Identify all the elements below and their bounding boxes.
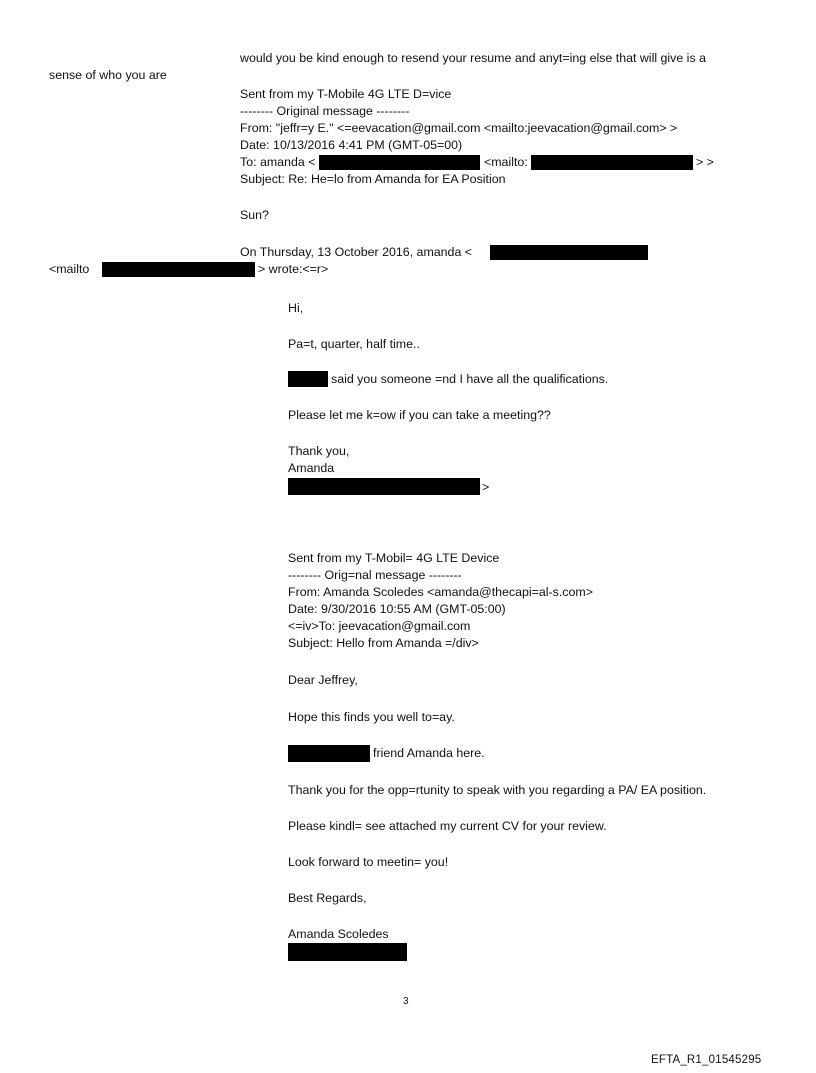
quoted-email-suffix: > — [482, 480, 490, 494]
header-from: From: "jeffr=y E." <=eevacation@gmail.com <mailto:jeevacation@gmail.com> > — [240, 121, 678, 135]
quoted-greeting: Hi, — [288, 301, 304, 315]
original-signature-name: Amanda Scoledes — [288, 927, 389, 941]
original-salutation: Dear Jeffrey, — [288, 673, 358, 687]
redaction-block — [531, 155, 693, 170]
quote-header-mailto: <mailto — [49, 262, 90, 276]
header-from-2: From: Amanda Scoledes <amanda@thecapi=al-s.com> — [288, 585, 593, 599]
header-subject-2: Subject: Hello from Amanda =/div> — [288, 636, 479, 650]
quoted-closing: Thank you, — [288, 444, 350, 458]
quoted-line-2: said you someone =nd I have all the qualifications. — [331, 372, 609, 386]
original-closing: Best Regards, — [288, 891, 367, 905]
original-line-1: Hope this finds you well to=ay. — [288, 710, 455, 724]
redaction-block — [288, 478, 480, 495]
quote-header-wrote: > wrote:<=r> — [258, 262, 329, 276]
redaction-block — [319, 155, 480, 170]
quoted-line-3: Please let me k=ow if you can take a meeting?? — [288, 408, 551, 422]
quoted-name: Amanda — [288, 461, 335, 475]
original-message-separator: -------- Original message -------- — [240, 104, 410, 118]
bates-number: EFTA_R1_01545295 — [651, 1054, 762, 1066]
reply-line-1: would you be kind enough to resend your resume and anyt=ing else that will give is a — [240, 51, 706, 65]
original-line-4: Please kindl= see attached my current CV for your review. — [288, 819, 607, 833]
original-line-3: Thank you for the opp=rtunity to speak with you regarding a PA/ EA position. — [288, 783, 707, 797]
redaction-block — [288, 943, 407, 961]
quoted-line-1: Pa=t, quarter, half time.. — [288, 337, 420, 351]
jeffrey-message: Sun? — [240, 208, 269, 222]
redaction-block — [288, 371, 328, 387]
redaction-block — [288, 745, 370, 762]
redaction-block — [102, 262, 255, 277]
mobile-signature: Sent from my T-Mobile 4G LTE D=vice — [240, 87, 452, 101]
header-to-2: <=iv>To: jeevacation@gmail.com — [288, 619, 471, 633]
original-line-2: friend Amanda here. — [373, 746, 485, 760]
original-line-5: Look forward to meetin= you! — [288, 855, 449, 869]
header-to-suffix: > > — [696, 155, 714, 169]
page-number: 3 — [403, 996, 409, 1007]
quote-header-line-1: On Thursday, 13 October 2016, amanda < — [240, 245, 473, 259]
header-date: Date: 10/13/2016 4:41 PM (GMT-05=00) — [240, 138, 463, 152]
mobile-signature-2: Sent from my T-Mobil= 4G LTE Device — [288, 551, 500, 565]
reply-line-2: sense of who you are — [49, 68, 167, 82]
header-subject: Subject: Re: He=lo from Amanda for EA Position — [240, 172, 506, 186]
header-to-mailto: <mailto: — [484, 155, 528, 169]
header-to-prefix: To: amanda < — [240, 155, 316, 169]
header-date-2: Date: 9/30/2016 10:55 AM (GMT-05:00) — [288, 602, 506, 616]
original-message-separator-2: -------- Orig=nal message -------- — [288, 568, 462, 582]
redaction-block — [490, 245, 648, 260]
